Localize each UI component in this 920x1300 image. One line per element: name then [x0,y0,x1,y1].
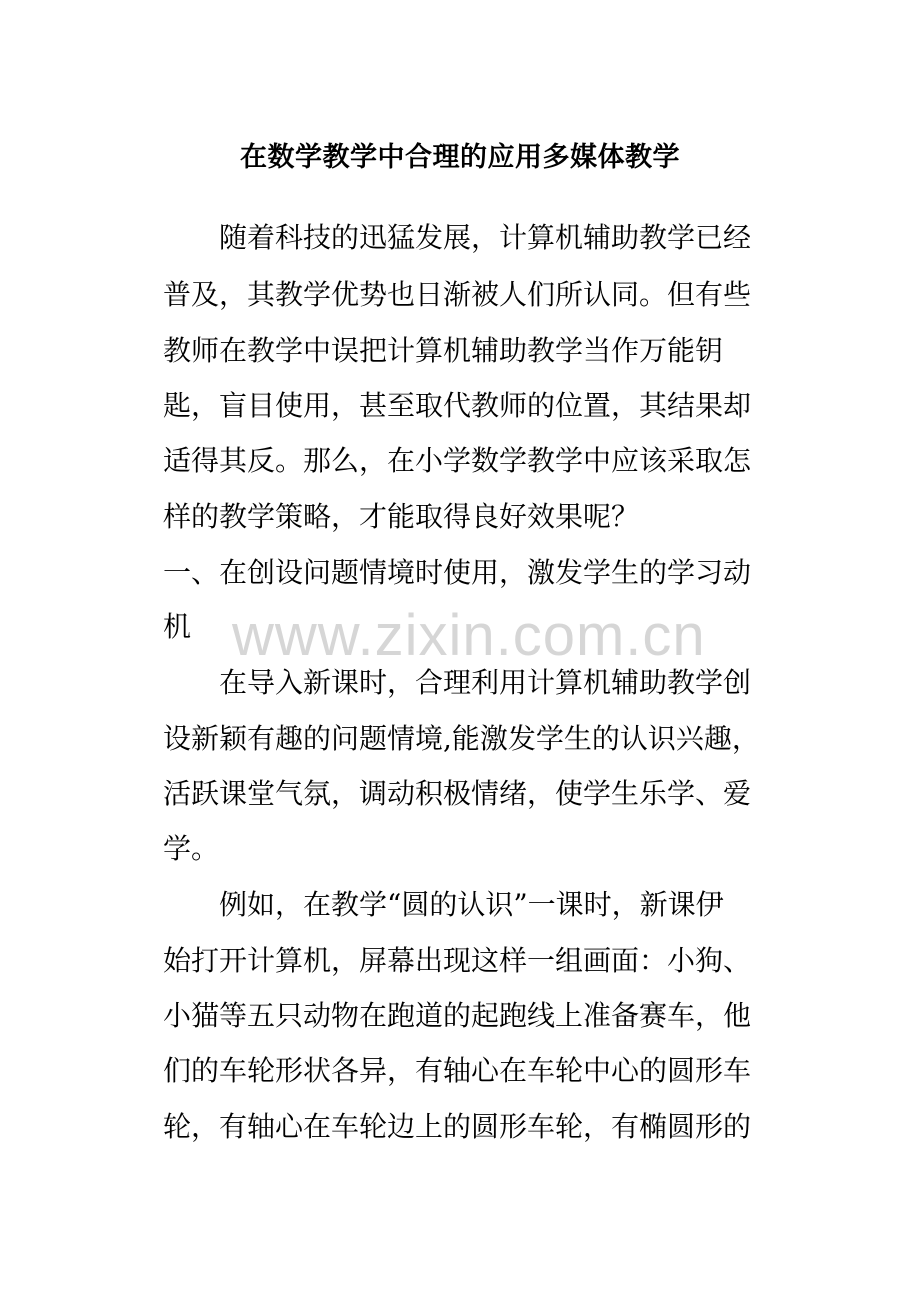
text-line: 在导入新课时，合理利用计算机辅助教学创 [163,666,752,699]
text-line: 匙，盲目使用，甚至取代教师的位置，其结果却 [163,389,752,422]
text-line: 学。 [163,832,220,865]
text-line: 轮，有轴心在车轮边上的圆形车轮，有椭圆形的 [163,1110,752,1143]
watermark: www.zixin.com.cn [232,603,706,668]
text-line: 普及，其教学优势也日渐被人们所认同。但有些 [163,278,752,311]
text-line: 活跃课堂气氛，调动积极情绪，使学生乐学、爱 [163,777,752,810]
text-line: 小猫等五只动物在跑道的起跑线上准备赛车，他 [163,999,752,1032]
document-title: 在数学教学中合理的应用多媒体教学 [240,142,680,173]
text-line: 样的教学策略，才能取得良好效果呢？ [163,500,640,533]
text-line: 例如，在教学“圆的认识”一课时，新课伊 [163,888,724,921]
text-line: 设新颖有趣的问题情境,能激发学生的认识兴趣， [163,722,760,755]
text-line: 适得其反。那么，在小学数学教学中应该采取怎 [163,444,752,477]
text-line: 教师在教学中误把计算机辅助教学当作万能钥 [163,334,724,367]
text-line: 始打开计算机，屏幕出现这样一组画面：小狗、 [163,944,752,977]
text-line: 随着科技的迅猛发展，计算机辅助教学已经 [163,221,752,254]
section-heading: 一、在创设问题情境时使用，激发学生的学习动 [163,556,752,589]
section-heading-continuation: 机 [163,610,192,643]
text-line: 们的车轮形状各异，有轴心在车轮中心的圆形车 [163,1054,752,1087]
